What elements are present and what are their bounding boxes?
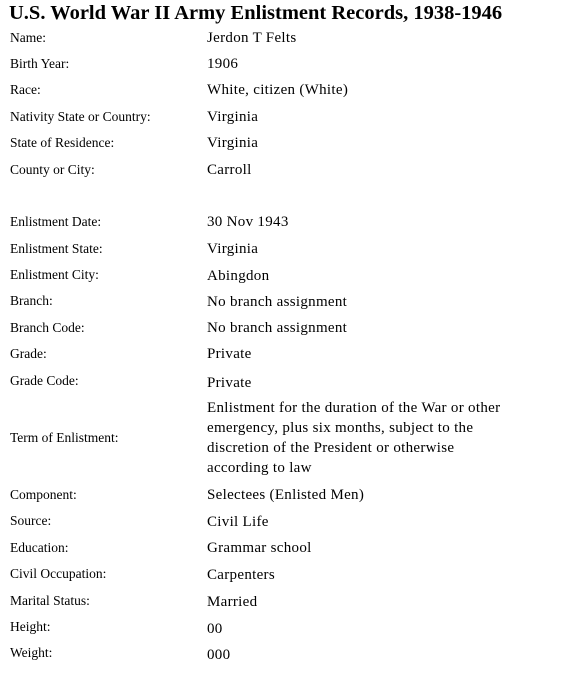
field-label: Civil Occupation: xyxy=(10,566,107,581)
field-label: Name: xyxy=(10,30,46,45)
field-label: Nativity State or Country: xyxy=(10,109,151,124)
field-value: Virginia xyxy=(207,241,259,257)
field-value: Private xyxy=(207,346,252,362)
field-value: Married xyxy=(207,594,258,610)
field-value: Selectees (Enlisted Men) xyxy=(207,487,365,503)
field-value: Civil Life xyxy=(207,514,269,530)
field-label: Enlistment Date: xyxy=(10,214,102,229)
page-title: U.S. World War II Army Enlistment Records, 1938-1946 xyxy=(9,2,503,24)
field-value: Grammar school xyxy=(207,540,312,556)
field-label: Education: xyxy=(10,540,69,555)
field-value: Carroll xyxy=(207,162,252,178)
field-value: 30 Nov 1943 xyxy=(207,214,289,230)
field-label: Birth Year: xyxy=(10,56,70,71)
field-label: Enlistment City: xyxy=(10,267,99,282)
field-value: Abingdon xyxy=(207,268,270,284)
field-label: Source: xyxy=(10,513,52,528)
field-label: Enlistment State: xyxy=(10,241,103,256)
field-value: 000 xyxy=(207,647,231,663)
field-label: Grade: xyxy=(10,346,47,361)
field-label: Branch Code: xyxy=(10,320,85,335)
field-value: Carpenters xyxy=(207,567,275,583)
field-value: No branch assignment xyxy=(207,294,348,310)
field-value: No branch assignment xyxy=(207,320,348,336)
field-label: Term of Enlistment: xyxy=(10,430,119,445)
field-value: Virginia xyxy=(207,135,259,151)
field-value: 1906 xyxy=(207,56,239,72)
field-label: Grade Code: xyxy=(10,373,79,388)
field-label: Weight: xyxy=(10,645,53,660)
field-label: Branch: xyxy=(10,293,53,308)
field-value: 00 xyxy=(207,621,223,637)
field-value: Enlistment for the duration of the War or other emergency, plus six months, subject to the discretion of the President or otherwise according to law xyxy=(207,400,501,476)
field-label: Race: xyxy=(10,82,41,97)
field-value: Jerdon T Felts xyxy=(207,30,297,46)
field-label: Height: xyxy=(10,619,51,634)
field-value: Virginia xyxy=(207,109,259,125)
field-label: Marital Status: xyxy=(10,593,90,608)
field-value: White, citizen (White) xyxy=(207,82,349,98)
field-label: County or City: xyxy=(10,162,95,177)
field-label: State of Residence: xyxy=(10,135,115,150)
field-label: Component: xyxy=(10,487,77,502)
field-value: Private xyxy=(207,375,252,391)
